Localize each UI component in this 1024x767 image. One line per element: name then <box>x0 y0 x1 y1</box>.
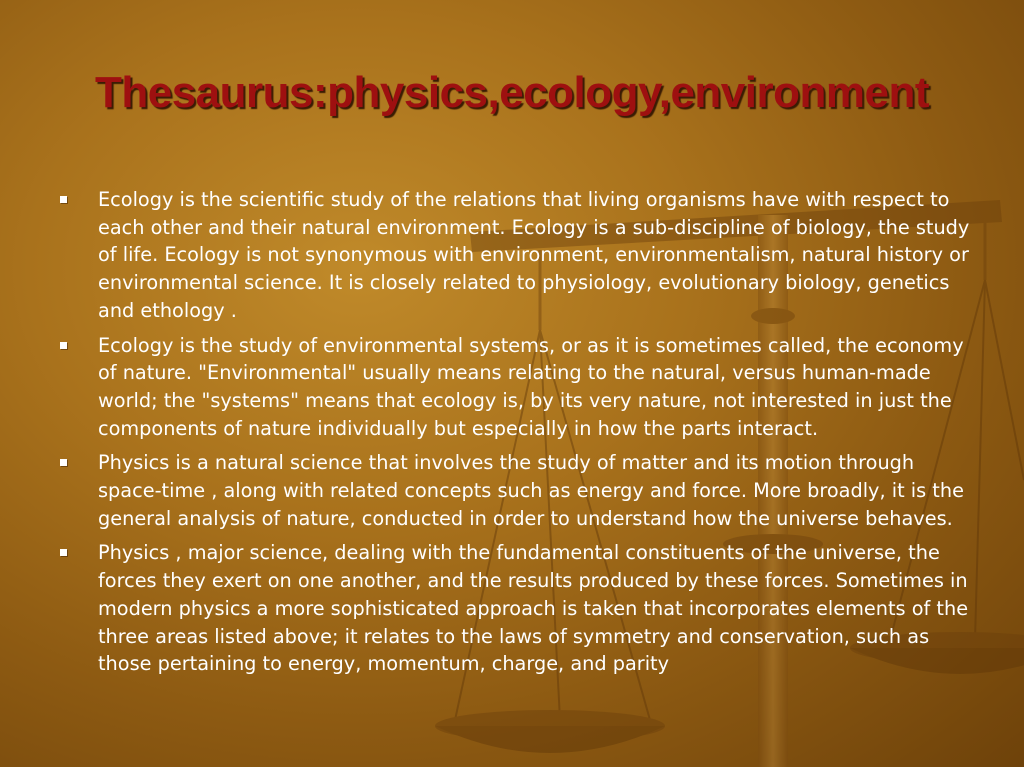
square-bullet-icon <box>60 342 67 349</box>
bullet-item <box>60 186 980 325</box>
bullet-item <box>60 449 980 532</box>
bullet-text: Ecology is the scientific study of the relations that living organisms have with respect to each other and their natural environment. Ecology is a sub-discipline of biology, the study of life. Ecology is not synonymous with environment, environmentalism, natural history or environmental science. It is closely related to physiology, evolutionary biology, genetics and ethology . <box>98 188 970 322</box>
square-bullet-icon <box>60 459 67 466</box>
bullet-list <box>60 186 980 685</box>
bullet-text: Physics , major science, dealing with the fundamental constituents of the universe, the forces they exert on one another, and the results produced by these forces. Sometimes in modern physics a more sophisticated approach is taken that incorporates elements of the three areas listed above; it relates to the laws of symmetry and conservation, such as those pertaining to energy, momentum, charge, and parity <box>98 541 969 676</box>
bullet-item <box>60 332 980 443</box>
square-bullet-icon <box>60 549 67 556</box>
slide-title: Thesaurus:physics,ecology,environment <box>94 68 930 117</box>
square-bullet-icon <box>60 196 67 203</box>
bullet-text: Physics is a natural science that involves the study of matter and its motion through space-time , along with related concepts such as energy and force. More broadly, it is the general analysis of nature, conducted in order to understand how the universe behaves. <box>98 451 964 530</box>
bullet-text: Ecology is the study of environmental systems, or as it is sometimes called, the economy of nature. "Environmental" usually means relating to the natural, versus human-made world; the "systems" means that ecology is, by its very nature, not interested in just the components of nature individually but especially in how the parts interact. <box>98 333 964 440</box>
bullet-item <box>60 539 980 678</box>
